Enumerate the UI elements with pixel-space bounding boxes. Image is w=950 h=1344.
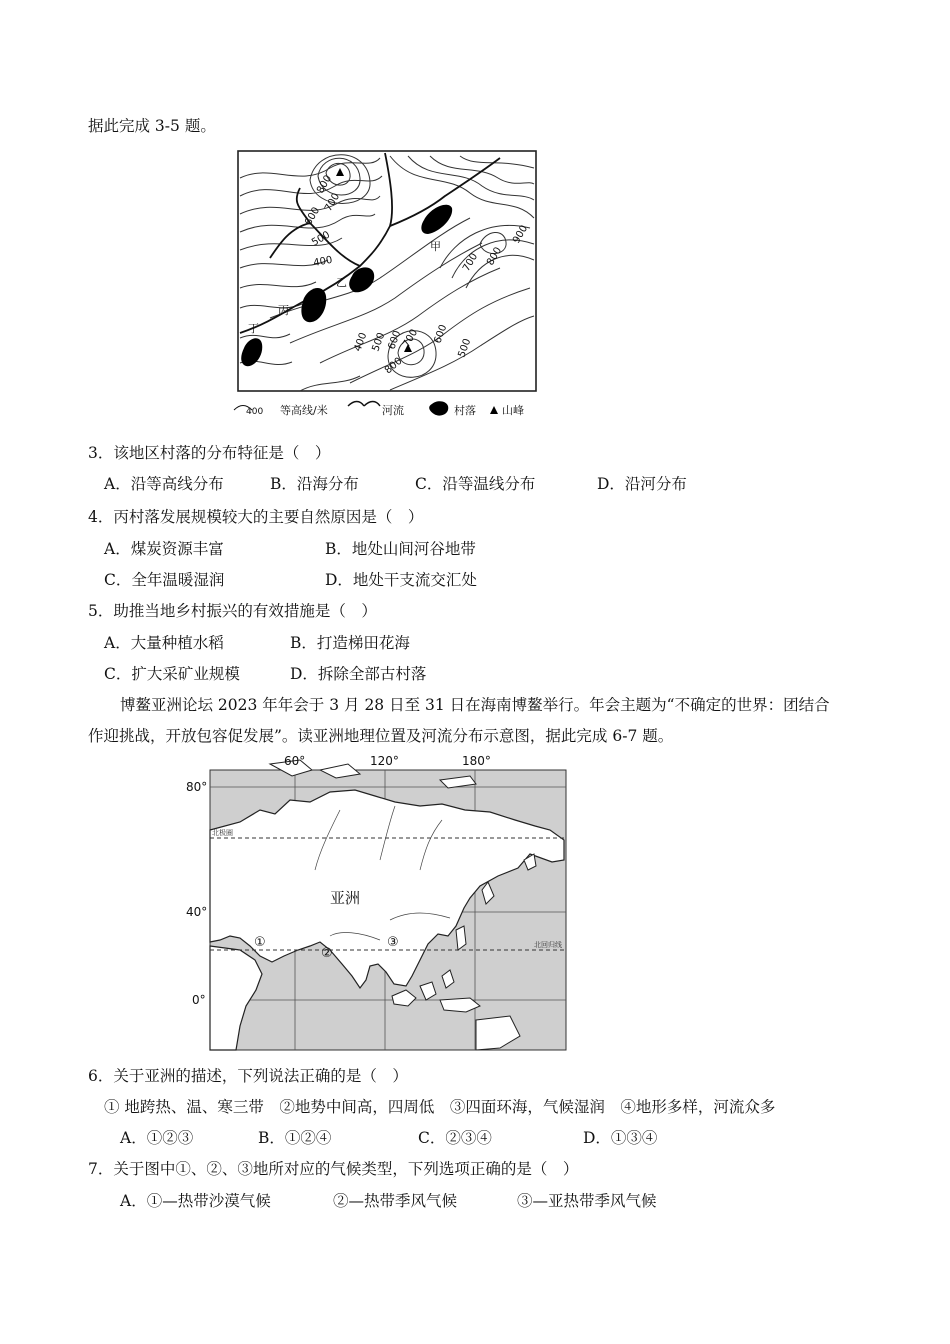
contour-label: 600 xyxy=(432,323,450,346)
q4-stem: 4．丙村落发展规模较大的主要自然原因是（ ） xyxy=(88,508,424,526)
contour-label: 900 xyxy=(511,223,531,246)
contour-label: 400 xyxy=(352,331,370,354)
river-legend-icon xyxy=(348,402,380,407)
q3-stem: 3．该地区村落的分布特征是（ ） xyxy=(88,444,331,462)
village-legend-label: 村落 xyxy=(454,404,476,417)
q5-stem: 5．助推当地乡村振兴的有效措施是（ ） xyxy=(88,602,377,620)
q5-option-b: B．打造梯田花海 xyxy=(290,634,410,652)
lon-label-60: 60° xyxy=(284,754,306,768)
q6-option-c: C．②③④ xyxy=(418,1129,492,1147)
marker-2: ② xyxy=(321,946,333,961)
q7-option-a-part-3: ③—亚热带季风气候 xyxy=(517,1192,657,1210)
lon-label-180: 180° xyxy=(462,754,491,768)
contour-legend-sample: 400 xyxy=(246,407,264,417)
contour-label: 400 xyxy=(312,254,334,269)
contour-label: 600 xyxy=(386,329,404,352)
q4-option-c: C．全年温暖湿润 xyxy=(104,571,225,589)
q3-option-a: A．沿等高线分布 xyxy=(104,475,224,493)
peak-legend-icon xyxy=(490,406,498,414)
marker-3: ③ xyxy=(387,935,399,950)
contour-label: 500 xyxy=(310,229,333,249)
contour-label: 700 xyxy=(323,191,343,214)
lon-label-120: 120° xyxy=(370,754,399,768)
q3-option-c: C．沿等温线分布 xyxy=(415,475,536,493)
marker-1: ① xyxy=(254,935,266,950)
q4-option-a: A．煤炭资源丰富 xyxy=(104,540,224,558)
q6-stem: 6．关于亚洲的描述，下列说法正确的是（ ） xyxy=(88,1067,408,1085)
q4-option-d: D．地处干支流交汇处 xyxy=(325,571,477,589)
peak-legend-label: 山峰 xyxy=(502,404,524,417)
contour-label: 800 xyxy=(382,355,405,377)
lat-label-80: 80° xyxy=(186,780,208,794)
lat-label-40: 40° xyxy=(186,905,208,919)
q6-option-a: A．①②③ xyxy=(120,1129,194,1147)
contour-label: 800 xyxy=(315,173,335,196)
tropic-label: 北回归线 xyxy=(534,941,562,949)
q7-option-a-part-2: ②—热带季风气候 xyxy=(333,1192,458,1210)
q5-option-c: C．扩大采矿业规模 xyxy=(104,665,240,683)
q3-option-b: B．沿海分布 xyxy=(270,475,359,493)
continent-label: 亚洲 xyxy=(330,889,361,907)
q4-option-b: B．地处山间河谷地带 xyxy=(325,540,476,558)
place-yi: 乙 xyxy=(336,276,347,289)
contour-map-figure xyxy=(230,148,546,426)
q6-option-d: D．①③④ xyxy=(583,1129,658,1147)
passage-line-1: 博鳌亚洲论坛 2023 年年会于 3 月 28 日至 31 日在海南博鳌举行。年会主题为“不确定的世界：团结合 xyxy=(120,696,830,714)
contour-label: 700 xyxy=(401,327,421,350)
contour-label: 700 xyxy=(461,251,481,274)
q7-option-a-part-1: A．①—热带沙漠气候 xyxy=(120,1192,271,1210)
q7-stem: 7．关于图中①、②、③地所对应的气候类型，下列选项正确的是（ ） xyxy=(88,1160,579,1178)
lat-label-0: 0° xyxy=(192,993,206,1007)
q3-option-d: D．沿河分布 xyxy=(597,475,687,493)
intro-3-5: 据此完成 3-5 题。 xyxy=(88,117,216,135)
asia-map-figure xyxy=(180,750,580,1055)
place-jia: 甲 xyxy=(430,240,441,253)
place-bing: 丙 xyxy=(278,304,289,317)
contour-label: 500 xyxy=(370,331,388,354)
q6-statements: ① 地跨热、温、寒三带 ②地势中间高，四周低 ③四面环海，气候湿润 ④地形多样，河流众多 xyxy=(104,1098,776,1116)
q5-option-d: D．拆除全部古村落 xyxy=(290,665,427,683)
arctic-circle-label: 北极圈 xyxy=(212,829,233,837)
village-legend-icon xyxy=(429,401,448,415)
asia-map xyxy=(180,750,580,1055)
contour-label: 800 xyxy=(485,245,505,268)
contour-map xyxy=(230,148,546,426)
passage-line-2: 作迎挑战，开放包容促发展”。读亚洲地理位置及河流分布示意图，据此完成 6-7 题。 xyxy=(88,727,674,745)
place-ding: 丁 xyxy=(248,322,259,335)
river-legend-label: 河流 xyxy=(382,404,404,417)
contour-legend-label: 等高线/米 xyxy=(280,404,328,417)
contour-label: 500 xyxy=(456,337,474,360)
contour-label: 600 xyxy=(303,205,323,228)
q5-option-a: A．大量种植水稻 xyxy=(104,634,224,652)
q6-option-b: B．①②④ xyxy=(258,1129,332,1147)
